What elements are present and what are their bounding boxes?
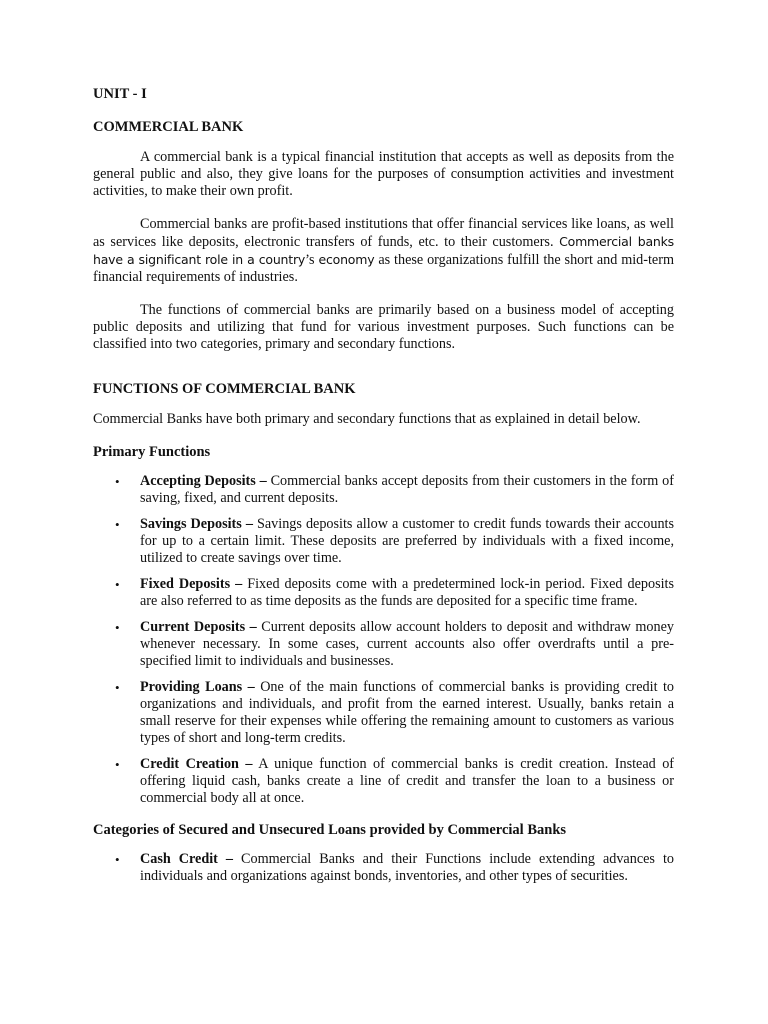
loans-heading: Categories of Secured and Unsecured Loans provided by Commercial Banks: [93, 822, 567, 838]
bullet-icon: •: [115, 577, 120, 592]
intro-paragraph-2-text-a: Commercial banks are profit-based institutions that offer financial services like loans, as well as services like deposits, electronic transfers of funds, etc. to their customers.: [93, 216, 674, 250]
bullet-icon: •: [115, 620, 120, 635]
list-item: [93, 576, 674, 610]
list-item-text: Commercial banks accept deposits from their customers in the form of saving, fixed, and current deposits.: [140, 473, 674, 506]
list-item-term: Cash Credit –: [140, 851, 234, 867]
list-item-term: Fixed Deposits –: [140, 576, 243, 592]
primary-functions-heading: Primary Functions: [93, 444, 211, 460]
list-item-term: Accepting Deposits –: [140, 473, 267, 489]
list-item: [93, 473, 674, 507]
bullet-icon: •: [115, 517, 120, 532]
list-item-text: One of the main functions of commercial banks is providing credit to organizations and individuals, and profit from the earned interest. Usually, banks retain a small reserve for their expenses while offering the remaining amount to customers as various types of short and long-term credits.: [140, 679, 674, 746]
document-page: [93, 86, 674, 900]
bullet-icon: •: [115, 680, 120, 695]
intro-paragraph-2-text-b: Commercial banks have a significant role in a country: [93, 234, 674, 267]
list-item-text: Commercial Banks and their Functions include extending advances to individuals and organizations against bonds, inventories, and other types of securities.: [140, 851, 674, 884]
list-item-term: Providing Loans –: [140, 679, 255, 695]
list-item-term: Credit Creation –: [140, 756, 253, 772]
page-title: COMMERCIAL BANK: [93, 119, 244, 135]
list-item-text: A unique function of commercial banks is credit creation. Instead of offering liquid cash, banks create a line of credit and transfer the loan to a business or commercial body all at once.: [140, 756, 675, 806]
list-item: [93, 516, 674, 567]
intro-paragraph-2-text-e: as these organizations fulfill the short and mid-term financial requirements of industries.: [93, 252, 674, 285]
intro-paragraph-2: [93, 216, 674, 286]
list-item-text: Current deposits allow account holders to deposit and withdraw money whenever necessary. In some cases, current accounts also offer overdrafts until a pre-specified limit to individuals and businesses.: [140, 619, 674, 669]
list-item: [93, 756, 674, 807]
functions-intro: Commercial Banks have both primary and secondary functions that as explained in detail below.: [93, 411, 641, 427]
bullet-icon: •: [115, 852, 120, 867]
list-item: [93, 619, 674, 670]
intro-paragraph-1: A commercial bank is a typical financial institution that accepts as well as deposits from the general public and also, they give loans for the purposes of consumption activities and investment activities, to make their own profit.: [93, 149, 674, 199]
list-item: [93, 851, 674, 885]
loans-list: [93, 851, 674, 885]
bullet-icon: •: [115, 757, 120, 772]
intro-paragraph-3: The functions of commercial banks are primarily based on a business model of accepting public deposits and utilizing that fund for various investment purposes. Such functions can be classified into two categories, primary and secondary functions.: [93, 302, 674, 352]
list-item-term: Savings Deposits –: [140, 516, 253, 532]
unit-heading: UNIT - I: [93, 86, 147, 102]
bullet-icon: •: [115, 474, 120, 489]
list-item-text: Savings deposits allow a customer to credit funds towards their accounts for up to a certain limit. These deposits are preferred by individuals with a fixed income, utilized to create savings over time.: [140, 516, 675, 566]
list-item-term: Current Deposits –: [140, 619, 257, 635]
list-item-text: Fixed deposits come with a predetermined lock-in period. Fixed deposits are also referred to as time deposits as the funds are deposited for a specific time frame.: [140, 576, 675, 609]
primary-functions-list: [93, 473, 674, 807]
intro-paragraph-2-text-d: economy: [318, 252, 375, 267]
intro-paragraph-2-text-c: ’s: [305, 252, 319, 268]
list-item: [93, 679, 674, 747]
functions-heading: FUNCTIONS OF COMMERCIAL BANK: [93, 381, 356, 397]
